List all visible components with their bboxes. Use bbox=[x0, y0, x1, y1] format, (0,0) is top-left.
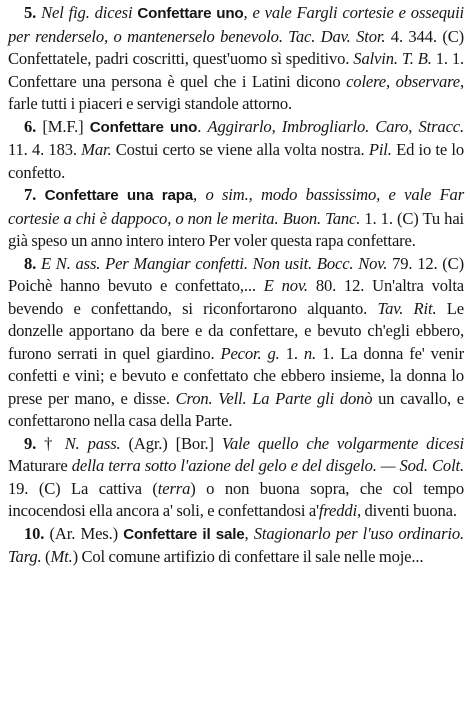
entry-text: E N. ass. Per Mangiar confetti. Non usit. Bocc. Nov. bbox=[40, 253, 393, 273]
headword-phrase: Confettare il sale bbox=[123, 525, 245, 543]
entry-text: , farle tutti i piaceri e servigi standole attorno. bbox=[8, 71, 464, 113]
entry-text: Pil. bbox=[368, 140, 397, 159]
entry-text: Cron. Vell. La Parte gli donò bbox=[175, 388, 379, 408]
entry-text: terra bbox=[157, 478, 191, 498]
entry-text: Costui certo se viene alla volta nostra. bbox=[115, 140, 369, 159]
entry-text: ( bbox=[45, 547, 51, 566]
entry-text: 19. (C) La cattiva ( bbox=[8, 478, 158, 498]
entry-text: ) Col comune artifizio di confettare il sale nelle moje... bbox=[72, 547, 424, 566]
entry-text: Salvin. T. B. bbox=[353, 49, 436, 68]
entry-text: un cavallo, e confettarono nella casa della Parte. bbox=[8, 388, 464, 430]
entry-number: 8. bbox=[24, 253, 41, 273]
entry-text: 80. 12. Un'altra volta bevendo e confettando, si riconfortarono alquanto. bbox=[8, 276, 465, 318]
entry-number: 5. bbox=[24, 3, 42, 22]
entry-text: , o sim., modo bassissimo, e vale Far cortesie a chi è dappoco, o non le merita. Buon. Tanc. bbox=[8, 185, 465, 228]
entry-text: Aggirarlo, Imbrogliarlo. Caro, Stracc. bbox=[207, 116, 465, 136]
entry-text: n. bbox=[303, 343, 323, 363]
entry-text: Mar. bbox=[81, 140, 116, 159]
entry-text: freddi bbox=[318, 501, 358, 520]
entry-text: Le donzelle apportano da bere e da confettare, e bevuto ch'egli ebbero, furono serrati in quel giardino. bbox=[8, 298, 464, 363]
dictionary-entry-10 bbox=[8, 523, 464, 569]
headword-phrase: Confettare uno bbox=[89, 118, 198, 136]
entry-text: 1. La donna fe' venir confetti e vini; e bevuto e confettato che ebbero insieme, la donna lo prese per mano, e disse. bbox=[8, 343, 465, 408]
dictionary-entry-7 bbox=[8, 184, 464, 253]
entry-text: (Agr.) [Bor.] bbox=[128, 433, 222, 453]
entry-text: , e vale Fargli cortesie e ossequii per renderselo, o mantenerselo benevolo. Tac. Dav. Stor. bbox=[8, 3, 465, 46]
entry-text: , bbox=[244, 523, 254, 543]
entry-text: Tav. Rit. bbox=[377, 298, 447, 318]
entry-text: Pecor. g. bbox=[220, 343, 286, 363]
entry-text: 4. 344. (C) Confettatele, padri coscritti, quest'uomo sì speditivo. bbox=[8, 26, 464, 68]
entry-text: Ed io te lo confetto. bbox=[8, 140, 464, 182]
entry-number: 10. bbox=[24, 523, 50, 543]
entry-text: 11. 4. 183. bbox=[8, 140, 82, 159]
headword-phrase: Confettare una rapa bbox=[44, 187, 194, 204]
entry-text: E nov. bbox=[263, 276, 316, 295]
entry-text: Maturare bbox=[8, 456, 72, 475]
entry-text: 1. 1. (C) Tu hai già speso un anno intero intero Per voler questa rapa confettare. bbox=[8, 208, 465, 250]
entry-text: N. pass. bbox=[64, 433, 129, 453]
entry-text: colere, observare bbox=[346, 71, 460, 91]
entry-text: [M.F.] bbox=[42, 116, 90, 136]
entry-text: . bbox=[197, 116, 208, 136]
dictionary-entry-6 bbox=[8, 116, 464, 185]
entry-number: 7. bbox=[24, 185, 45, 204]
entry-text: della terra sotto l'azione del gelo e del disgelo. — Sod. Colt. bbox=[71, 456, 464, 475]
entry-number: 9. bbox=[24, 433, 45, 453]
entry-text: ) o non buona sopra, che col tempo incocendosi ella ancora a' soli, e confettandosi a' bbox=[8, 478, 464, 520]
entry-text: 1. 1. Confettare una persona è quel che i Latini dicono bbox=[8, 49, 464, 91]
dictionary-page bbox=[8, 2, 464, 569]
dictionary-entry-5 bbox=[8, 2, 464, 116]
entry-number: 6. bbox=[24, 116, 43, 136]
headword-phrase: Confettare uno bbox=[137, 5, 244, 22]
entry-text: , diventi buona. bbox=[357, 501, 457, 520]
entry-text: † bbox=[44, 433, 65, 453]
entry-text: Mt. bbox=[50, 547, 73, 566]
entry-text: 79. 12. (C) Poichè hanno bevuto e confettato,... bbox=[8, 253, 464, 295]
entry-text: Stagionarlo per l'uso ordinario. Targ. bbox=[8, 523, 464, 566]
entry-text: 1. bbox=[285, 343, 304, 363]
dictionary-entry-8 bbox=[8, 253, 464, 433]
entry-text: Nel fig. dicesi bbox=[41, 3, 138, 22]
entry-text: Vale quello che volgarmente dicesi bbox=[221, 433, 464, 453]
entry-text: (Ar. Mes.) bbox=[49, 523, 124, 543]
dictionary-entry-9 bbox=[8, 433, 464, 523]
